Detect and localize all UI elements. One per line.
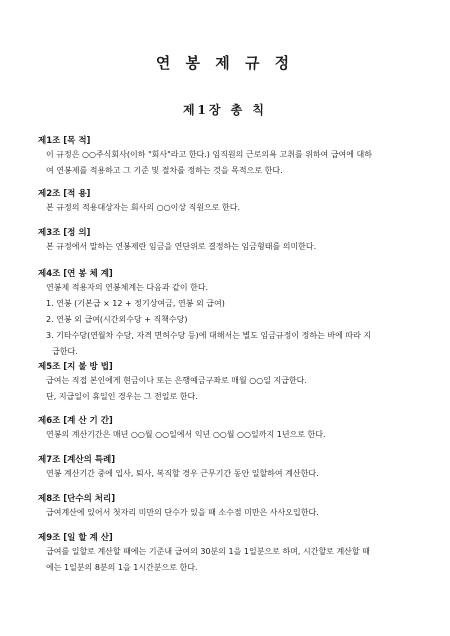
- article-line: 단, 지급일이 휴일인 경우는 그 전일로 한다.: [46, 392, 198, 401]
- article-line: 2. 연봉 외 급여(시간외수당 + 직책수당): [46, 315, 188, 324]
- article-line: 연봉제 적용자의 연봉체계는 다음과 같이 한다.: [46, 283, 209, 292]
- article-7: [38, 454, 420, 482]
- article-line: 연봉의 계산기간은 매년 ○○월 ○○일에서 익년 ○○월 ○○일까지 1년으로 한다.: [46, 430, 326, 439]
- chapter-title: 제1장 총 칙: [182, 103, 268, 117]
- article-body: [38, 147, 420, 179]
- article-body: [38, 466, 420, 482]
- article-line: 본 규정에서 말하는 연봉제란 임금을 연단위로 결정하는 임금형태를 의미한다.: [46, 242, 317, 251]
- article-heading: 제2조 [적 용]: [38, 189, 91, 199]
- article-heading: 제8조 [단수의 처리]: [38, 494, 116, 504]
- article-line: 1. 연봉 (기본급 × 12 + 정기상여금, 연봉 외 급여): [46, 299, 225, 308]
- article-line: 급여는 직접 본인에게 현금이나 또는 은행예금구좌로 매월 ○○일 지급한다.: [46, 376, 307, 385]
- article-1: [38, 135, 420, 179]
- article-body: [38, 544, 420, 576]
- article-heading: 제9조 [일 할 계 산]: [38, 533, 113, 543]
- article-body: [38, 505, 420, 521]
- article-line: 여 연봉제를 적용하고 그 기준 및 절차를 정하는 것을 목적으로 한다.: [46, 166, 283, 175]
- article-body: [38, 200, 420, 216]
- article-6: [38, 415, 420, 443]
- article-line: 급한다.: [52, 347, 78, 356]
- article-4: [38, 268, 420, 360]
- article-heading: 제3조 [정 의]: [38, 228, 91, 238]
- article-line: 3. 기타수당(연월차 수당, 자격 면허수당 등)에 대해서는 별도 임금규정이 정하는 바에 따라 지: [46, 331, 372, 340]
- article-heading: 제4조 [연 봉 체 계]: [38, 269, 113, 279]
- article-body: [38, 427, 420, 443]
- article-heading: 제6조 [계 산 기 간]: [38, 416, 113, 426]
- article-3: [38, 227, 420, 255]
- article-5: [38, 361, 420, 405]
- document-title: 연 봉 제 규 정: [155, 54, 295, 72]
- article-line: 연봉 계산기간 중에 입사, 퇴사, 복직할 경우 근무기간 동안 일할하여 계산한다.: [46, 469, 319, 478]
- article-heading: 제5조 [지 불 방 법]: [38, 362, 113, 372]
- article-body: [38, 239, 420, 255]
- article-9: [38, 532, 420, 576]
- article-8: [38, 493, 420, 521]
- article-line: 급여를 일할로 계산할 때에는 기준내 급여의 30분의 1을 1일분으로 하며, 시간할로 계산할 때: [46, 547, 370, 556]
- article-line: 급여계산에 있어서 첫자리 미만의 단수가 있을 때 소수점 미만은 사사오입한다.: [46, 508, 319, 517]
- article-heading: 제1조 [목 적]: [38, 136, 91, 146]
- article-line: 에는 1일분의 8분의 1을 1시간분으로 한다.: [46, 563, 198, 572]
- article-body: [38, 280, 420, 360]
- article-heading: 제7조 [계산의 특례]: [38, 455, 116, 465]
- article-line: 이 규정은 ○○주식회사(이하 "회사"라고 한다.) 임직원의 근로의욕 고취를 위하여 급여에 대하: [46, 150, 373, 159]
- article-line: 본 규정의 적용대상자는 회사의 ○○이상 직원으로 한다.: [46, 203, 241, 212]
- article-body: [38, 373, 420, 405]
- article-2: [38, 188, 420, 216]
